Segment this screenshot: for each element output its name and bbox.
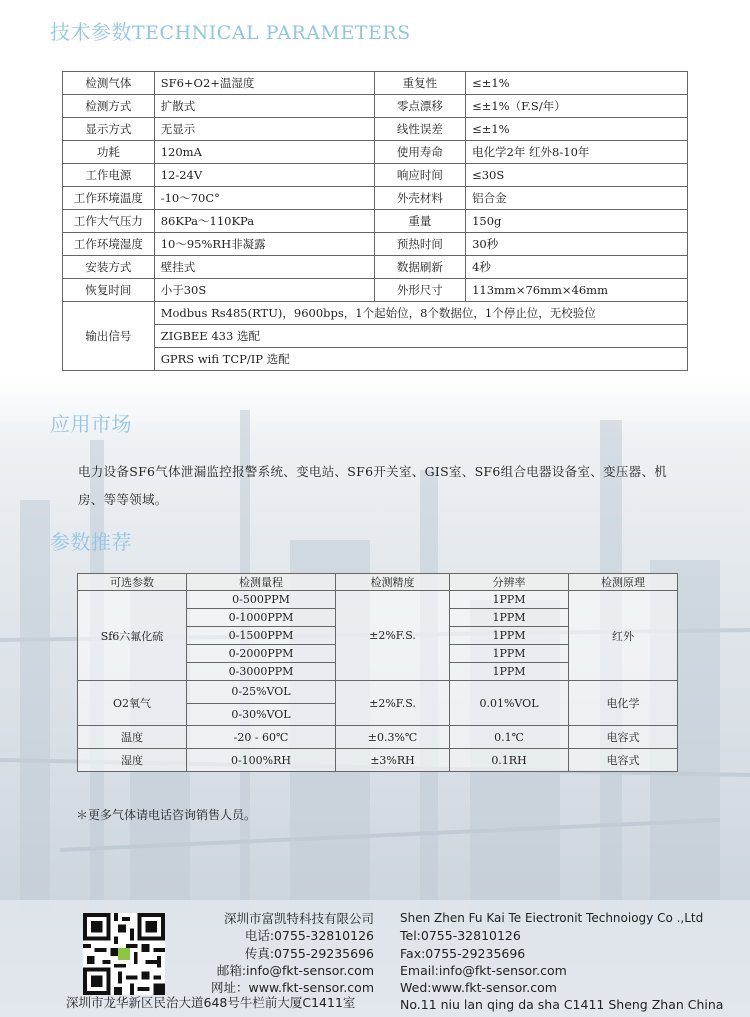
param-label: 数据刷新 <box>374 256 465 279</box>
output-signal-value: Modbus Rs485(RTU)，9600bps，1个起始位，8个数据位，1个停止位，无校验位 <box>154 302 687 325</box>
table-row <box>63 348 688 371</box>
table-row <box>63 141 688 164</box>
email-cn: 邮箱:info@fkt-sensor.com <box>216 962 374 978</box>
address-en: No.11 niu lan qing da sha C1411 Sheng Zhan China <box>400 997 724 1013</box>
param-value: 壁挂式 <box>154 256 374 279</box>
param-value: 4秒 <box>466 256 688 279</box>
web-cn: 网址：www.fkt-sensor.com <box>211 980 374 996</box>
param-label: 外壳材料 <box>374 187 465 210</box>
param-label: 外形尺寸 <box>374 279 465 302</box>
hum-resolution: 0.1RH <box>450 749 569 772</box>
qr-code-icon <box>83 913 165 995</box>
table-row <box>63 95 688 118</box>
contact-cn <box>211 910 374 996</box>
email-en: Email:info@fkt-sensor.com <box>400 962 567 978</box>
tech-title-en: TECHNICAL PARAMETERS <box>132 22 411 44</box>
tel-en: Tel:0755-32810126 <box>400 928 521 944</box>
table-row <box>63 325 688 348</box>
company-name-en: Shen Zhen Fu Kai Te Eiectronit Technoiogy Co .,Ltd <box>400 911 704 925</box>
param-value: 12-24V <box>154 164 374 187</box>
sf6-range: 0-2000PPM <box>187 645 336 663</box>
param-label: 检测气体 <box>63 72 155 95</box>
param-value: SF6+O2+温湿度 <box>154 72 374 95</box>
param-label: 安装方式 <box>63 256 155 279</box>
hum-principle: 电容式 <box>569 749 678 772</box>
header-cell: 分辨率 <box>450 574 569 591</box>
param-value: 10～95%RH非凝露 <box>154 233 374 256</box>
param-label: 显示方式 <box>63 118 155 141</box>
param-value: 无显示 <box>154 118 374 141</box>
header-cell: 检测量程 <box>187 574 336 591</box>
table-row <box>63 210 688 233</box>
hum-name: 湿度 <box>78 749 187 772</box>
param-value: 150g <box>466 210 688 233</box>
hum-accuracy: ±3%RH <box>336 749 450 772</box>
param-label: 功耗 <box>63 141 155 164</box>
table-row <box>78 681 678 704</box>
param-label: 重复性 <box>374 72 465 95</box>
sf6-range: 0-3000PPM <box>187 663 336 681</box>
sf6-resolution: 1PPM <box>450 591 569 609</box>
temp-range: -20 - 60℃ <box>187 726 336 749</box>
param-value: 120mA <box>154 141 374 164</box>
temp-name: 温度 <box>78 726 187 749</box>
header-cell: 检测原理 <box>569 574 678 591</box>
param-value: 86KPa～110KPa <box>154 210 374 233</box>
tel-cn: 电话:0755-32810126 <box>244 928 374 944</box>
output-signal-label: 输出信号 <box>63 302 155 371</box>
address-cn: 深圳市龙华新区民治大道648号牛栏前大厦C1411室 <box>66 995 356 1010</box>
param-label: 恢复时间 <box>63 279 155 302</box>
table-row <box>63 233 688 256</box>
param-label: 工作环境温度 <box>63 187 155 210</box>
param-label: 线性误差 <box>374 118 465 141</box>
o2-range: 0-30%VOL <box>187 703 336 726</box>
table-row <box>78 591 678 609</box>
param-label: 工作环境湿度 <box>63 233 155 256</box>
param-value: ≤30S <box>466 164 688 187</box>
tech-params-table <box>62 71 688 371</box>
table-row <box>78 749 678 772</box>
o2-principle: 电化学 <box>569 681 678 726</box>
table-row <box>63 118 688 141</box>
param-value: ≤±1% <box>466 118 688 141</box>
param-label: 响应时间 <box>374 164 465 187</box>
param-value: -10～70C° <box>154 187 374 210</box>
param-label: 工作大气压力 <box>63 210 155 233</box>
param-label: 预热时间 <box>374 233 465 256</box>
company-name-cn: 深圳市富凯特科技有限公司 <box>223 911 374 926</box>
table-row <box>63 279 688 302</box>
params-header-row <box>78 574 678 591</box>
web-en: Wed:www.fkt-sensor.com <box>400 980 557 996</box>
param-value: ≤±1% <box>466 72 688 95</box>
param-label: 检测方式 <box>63 95 155 118</box>
table-row <box>78 726 678 749</box>
param-value: ≤±1%（F.S/年） <box>466 95 688 118</box>
param-label: 重量 <box>374 210 465 233</box>
param-value: 小于30S <box>154 279 374 302</box>
sf6-resolution: 1PPM <box>450 645 569 663</box>
footnote: ＊更多气体请电话咨询销售人员。 <box>76 808 257 822</box>
sf6-range: 0-1500PPM <box>187 627 336 645</box>
table-row <box>63 72 688 95</box>
temp-principle: 电容式 <box>569 726 678 749</box>
hum-range: 0-100%RH <box>187 749 336 772</box>
market-description: 电力设备SF6气体泄漏监控报警系统、变电站、SF6开关室、GIS室、SF6组合电器设备室、变压器、机房、等等领域。 <box>78 464 668 507</box>
o2-name: O2氧气 <box>78 681 187 726</box>
params-table <box>77 573 678 772</box>
fax-cn: 传真:0755-29235696 <box>244 945 374 961</box>
o2-range: 0-25%VOL <box>187 681 336 704</box>
temp-resolution: 0.1℃ <box>450 726 569 749</box>
tech-section-title <box>50 16 411 45</box>
table-row <box>63 187 688 210</box>
param-value: 113mm×76mm×46mm <box>466 279 688 302</box>
param-label: 工作电源 <box>63 164 155 187</box>
param-value: 铝合金 <box>466 187 688 210</box>
output-signal-value: GPRS wifi TCP/IP 选配 <box>154 348 687 371</box>
header-cell: 可选参数 <box>78 574 187 591</box>
temp-accuracy: ±0.3%℃ <box>336 726 450 749</box>
sf6-resolution: 1PPM <box>450 627 569 645</box>
sf6-resolution: 1PPM <box>450 609 569 627</box>
params-section-title: 参数推荐 <box>50 530 132 554</box>
output-signal-value: ZIGBEE 433 选配 <box>154 325 687 348</box>
header-cell: 检测精度 <box>336 574 450 591</box>
o2-resolution: 0.01%VOL <box>450 681 569 726</box>
param-label: 使用寿命 <box>374 141 465 164</box>
o2-accuracy: ±2%F.S. <box>336 681 450 726</box>
sf6-accuracy: ±2%F.S. <box>336 591 450 681</box>
fax-en: Fax:0755-29235696 <box>400 945 526 961</box>
table-row <box>63 256 688 279</box>
sf6-resolution: 1PPM <box>450 663 569 681</box>
sf6-principle: 红外 <box>569 591 678 681</box>
param-value: 30秒 <box>466 233 688 256</box>
contact-en <box>400 910 723 1014</box>
market-section-title: 应用市场 <box>50 412 132 436</box>
table-row <box>63 164 688 187</box>
sf6-range: 0-1000PPM <box>187 609 336 627</box>
param-value: 扩散式 <box>154 95 374 118</box>
table-row <box>63 302 688 325</box>
tech-title-cn: 技术参数 <box>50 20 132 44</box>
param-value: 电化学2年 红外8-10年 <box>466 141 688 164</box>
sf6-name: Sf6六氟化硫 <box>78 591 187 681</box>
param-label: 零点漂移 <box>374 95 465 118</box>
sf6-range: 0-500PPM <box>187 591 336 609</box>
